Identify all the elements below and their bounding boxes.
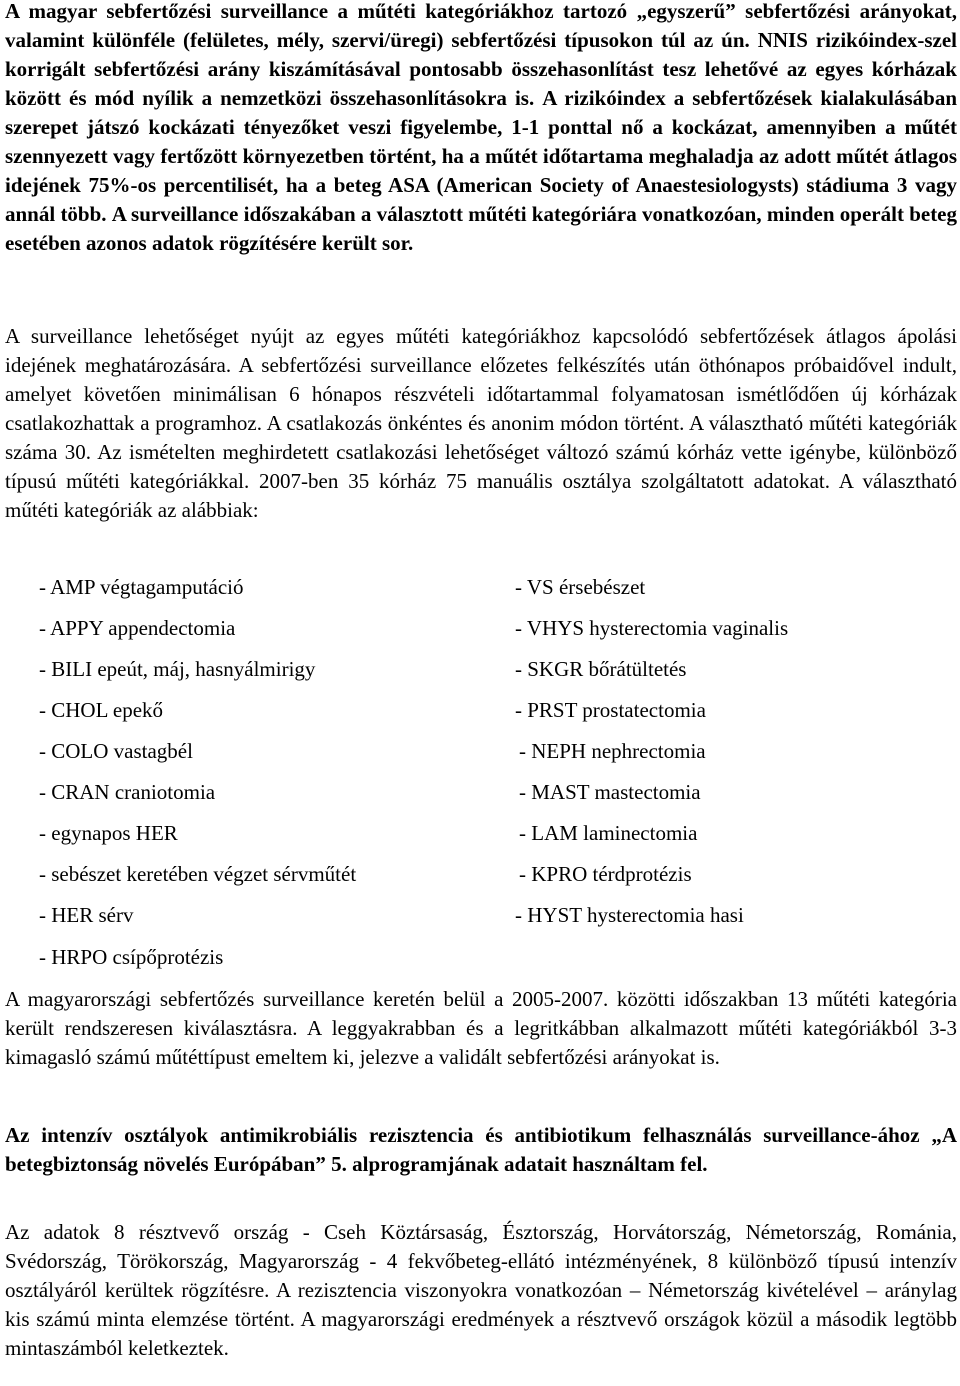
list-item: - LAM laminectomia <box>519 821 698 845</box>
list-item: - NEPH nephrectomia <box>519 739 706 763</box>
list-item: - HRPO csípőprotézis <box>39 945 224 969</box>
paragraph-surveillance-details: A surveillance lehetőséget nyújt az egyes műtéti kategóriákhoz kapcsolódó sebfertőzések átlagos ápolási idejének meghatározására. A sebfertőzési surveillance előzetes felkészítés után öthónapos próbaidővel indult, amelyet követően minimálisan 6 hónapos részvételi időtartammal folyamatosan ismétlődően új kórházak csatlakozhattak a programhoz. A csatlakozás önkéntes és anonim módon történt. A választható műtéti kategóriák száma 30. Az ismételten meghirdetett csatlakozási lehetőséget változó számú kórház vette igénybe, különböző típusú műtéti kategóriákkal. 2007-ben 35 kórház 75 manuális osztálya szolgáltatott adatokat. A választható műtéti kategóriák az alábbiak: <box>5 324 957 522</box>
list-item: - egynapos HER <box>39 821 178 845</box>
list-item: - MAST mastectomia <box>519 780 701 804</box>
list-item: - COLO vastagbél <box>39 739 193 763</box>
list-item: - CHOL epekő <box>39 698 164 722</box>
list-item: - APPY appendectomia <box>39 616 236 640</box>
bold-text-intro: A magyar sebfertőzési surveillance a műtéti kategóriákhoz tartozó „egyszerű” sebfertőzési arányokat, valamint különféle (felületes, mély, szervi/üregi) sebfertőzési típusokon túl az ún. NNIS rizikóindex-szel korrigált sebfertőzési arány kiszámításával pontosabb összehasonlítást tesz lehetővé az egyes kórházak között és mód nyílik a nemzetközi összehasonlításokra is. <box>5 0 957 110</box>
list-item: - CRAN craniotomia <box>39 780 216 804</box>
list-item: - VS érsebészet <box>515 575 646 599</box>
list-item: - SKGR bőrátültetés <box>515 657 687 681</box>
paragraph-participating-countries: Az adatok 8 résztvevő ország - Cseh Köztársaság, Észtország, Horvátország, Németország, Románia, Svédország, Törökország, Magyarország - 4 fekvőbeteg-ellátó intézményének, 8 különböző típusú intenzív osztályáról kerültek rögzítésre. A rezisztencia viszonyokra vonatkozóan – Németország kivételével – aránylag kis számú minta elemzése történt. A magyarországi eredmények a résztvevő országok közül a második legtöbb mintaszámból keletkeztek. <box>5 1220 957 1360</box>
bold-text-data-recording: A surveillance időszakában a választott műtéti kategóriára vonatkozóan, minden operált beteg esetében azonos adatok rögzítésére került sor. <box>5 202 958 255</box>
list-item: - HYST hysterectomia hasi <box>515 903 744 927</box>
list-item: - BILI epeút, máj, hasnyálmirigy <box>39 657 316 681</box>
paragraph-hungarian-surveillance: A magyarországi sebfertőzés surveillance keretén belül a 2005-2007. közötti időszakban 13 műtéti kategória került rendszeresen kiválasztásra. A leggyakrabban és a legritkábban alkalmazott műtéti kategóriákból 3-3 kimagasló számú műtéttípust emeltem ki, jelezve a validált sebfertőzési arányokat is. <box>5 987 957 1069</box>
bold-text-risk-index: A rizikóindex a sebfertőzések kialakulásában szerepet játszó kockázati tényezőket veszi figyelembe, 1-1 ponttal nő a kockázat, amennyiben a műtét szennyezett vagy fertőzött környezetben történt, ha a műtét időtartama meghaladja az adott műtét átlagos idejének 75%-os percentilisét, ha a beteg ASA (American Society of Anaestesiologysts) stádiuma 3 vagy annál több. <box>5 86 957 226</box>
paragraph-icu-subprogram: Az intenzív osztályok antimikrobiális rezisztencia és antibiotikum felhasználás surveillance-ához „A betegbiztonság növelés Európában” 5. alprogramjának adatait használtam fel. <box>5 1123 957 1176</box>
list-item: - HER sérv <box>39 903 134 927</box>
list-item: - KPRO térdprotézis <box>519 862 692 886</box>
list-item: - PRST prostatectomia <box>515 698 706 722</box>
list-item: - sebészet keretében végzet sérvműtét <box>39 862 357 886</box>
list-item: - AMP végtagamputáció <box>39 575 244 599</box>
paragraph-surveillance-intro <box>5 0 957 258</box>
list-item: - VHYS hysterectomia vaginalis <box>515 616 789 640</box>
